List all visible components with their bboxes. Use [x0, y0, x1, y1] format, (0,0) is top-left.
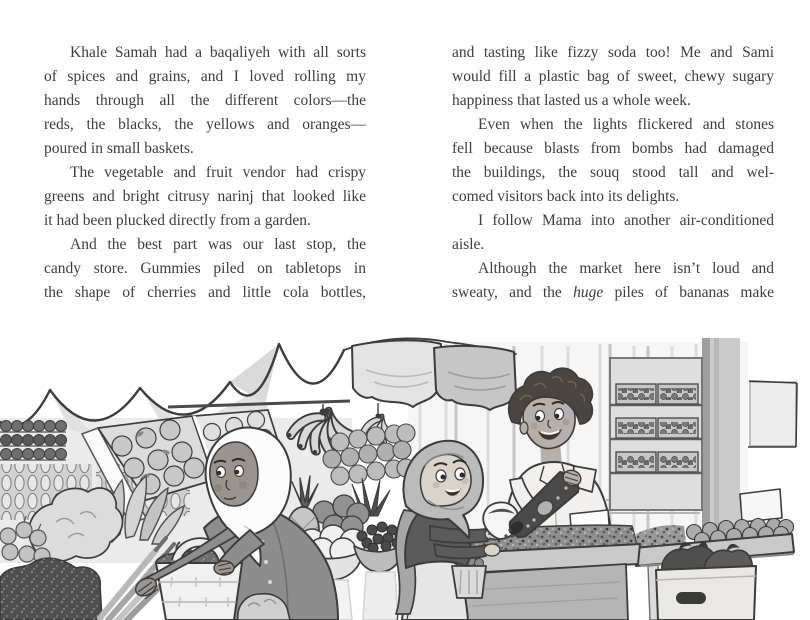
text-line: aisle.: [452, 236, 485, 253]
storage-shelf-unit: [610, 358, 702, 510]
text-line: happiness that lasted us a whole week.: [452, 92, 691, 109]
text-line: the buildings, the souq stood tall and wel-: [452, 164, 774, 181]
text-line: comed visitors back into its delights.: [452, 188, 680, 205]
support-pillar: [702, 338, 740, 554]
left-page-column: [44, 41, 366, 305]
text-line: And the best part was our last stop, the: [70, 236, 366, 253]
wall-poster: [748, 381, 797, 447]
text-line: the shape of cherries and little cola bottles,: [44, 284, 366, 301]
text-line: poured in small baskets.: [44, 140, 194, 157]
text-line: candy store. Gummies piled on tabletops in: [44, 260, 366, 277]
text-line: it had been plucked directly from a garden.: [44, 212, 311, 229]
right-page-column: [452, 41, 774, 305]
text-line: would fill a plastic bag of sweet, chewy sugary: [452, 68, 774, 85]
text-line: sweaty, and the huge piles of bananas make: [452, 284, 774, 301]
fruit-stack: [323, 424, 415, 485]
herb-pile: [0, 558, 102, 620]
text-line: The vegetable and fruit vendor had crispy: [70, 164, 366, 181]
produce-box: [656, 542, 756, 620]
text-line: greens and bright citrusy narinj that looked like: [44, 188, 366, 205]
text-line: of spices and grains, and I loved rolling my: [44, 68, 366, 85]
text-line: and tasting like fizzy soda too! Me and Sami: [452, 44, 774, 61]
text-line: I follow Mama into another air-conditioned: [478, 212, 774, 229]
market-illustration: [0, 330, 810, 620]
produce-shelf-left: [0, 421, 67, 461]
text-line: hands through all the different colors—the: [44, 92, 366, 109]
text-line: Khale Samah had a baqaliyeh with all sorts: [70, 44, 366, 61]
text-line: Even when the lights flickered and stones: [478, 116, 774, 133]
text-line: fell because blasts from bombs had damaged: [452, 140, 774, 157]
text-line: reds, the blacks, the yellows and oranges—: [44, 116, 366, 133]
text-line: Although the market here isn’t loud and: [478, 260, 774, 277]
